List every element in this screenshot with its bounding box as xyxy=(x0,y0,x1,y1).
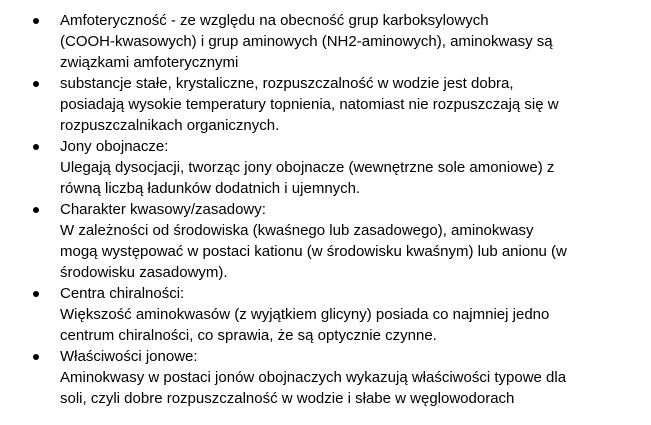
list-item-acid-base-character xyxy=(0,199,620,283)
list-item-line: równą liczbą ładunków dodatnich i ujemnych. xyxy=(60,180,361,197)
bullet-icon xyxy=(33,81,39,87)
bullet-icon xyxy=(33,144,39,150)
list-item-line: rozpuszczalnikach organicznych. xyxy=(60,117,280,134)
list-item-line: związkami amfoterycznymi xyxy=(60,54,239,71)
list-item-line: centrum chiralności, co sprawia, że są optycznie czynne. xyxy=(60,327,437,344)
bullet-icon xyxy=(33,354,39,360)
list-item-line: Właściwości jonowe: xyxy=(60,348,198,365)
bullet-icon xyxy=(33,291,39,297)
bullet-list xyxy=(0,10,620,409)
bullet-icon xyxy=(33,207,39,213)
list-item-line: soli, czyli dobre rozpuszczalność w wodzie i słabe w węglowodorach xyxy=(60,390,515,407)
list-item-line: W zależności od środowiska (kwaśnego lub zasadowego), aminokwasy xyxy=(60,222,534,239)
list-item-line: Jony obojnacze: xyxy=(60,138,169,155)
list-item-line: mogą występować w postaci kationu (w środowisku kwaśnym) lub anionu (w xyxy=(60,243,567,260)
list-item-line: substancje stałe, krystaliczne, rozpuszczalność w wodzie jest dobra, xyxy=(60,75,514,92)
list-item-zwitterions xyxy=(0,136,620,199)
list-item-line: środowisku zasadowym). xyxy=(60,264,228,281)
list-item-line: Centra chiralności: xyxy=(60,285,185,302)
list-item-line: (COOH-kwasowych) i grup aminowych (NH2-aminowych), aminokwasy są xyxy=(60,33,553,50)
list-item-line: Większość aminokwasów (z wyjątkiem glicyny) posiada co najmniej jedno xyxy=(60,306,550,323)
list-item-amphoteric xyxy=(0,10,620,73)
list-item-chirality xyxy=(0,283,620,346)
list-item-line: Amfoteryczność - ze względu na obecność grup karboksylowych xyxy=(60,12,489,29)
list-item-ionic-properties xyxy=(0,346,620,409)
list-item-line: posiadają wysokie temperatury topnienia, natomiast nie rozpuszczają się w xyxy=(60,96,559,113)
list-item-line: Charakter kwasowy/zasadowy: xyxy=(60,201,266,218)
list-item-line: Aminokwasy w postaci jonów obojnaczych wykazują właściwości typowe dla xyxy=(60,369,567,386)
list-item-line: Ulegają dysocjacji, tworząc jony obojnacze (wewnętrzne sole amoniowe) z xyxy=(60,159,555,176)
bullet-icon xyxy=(33,18,39,24)
list-item-physical-properties xyxy=(0,73,620,136)
